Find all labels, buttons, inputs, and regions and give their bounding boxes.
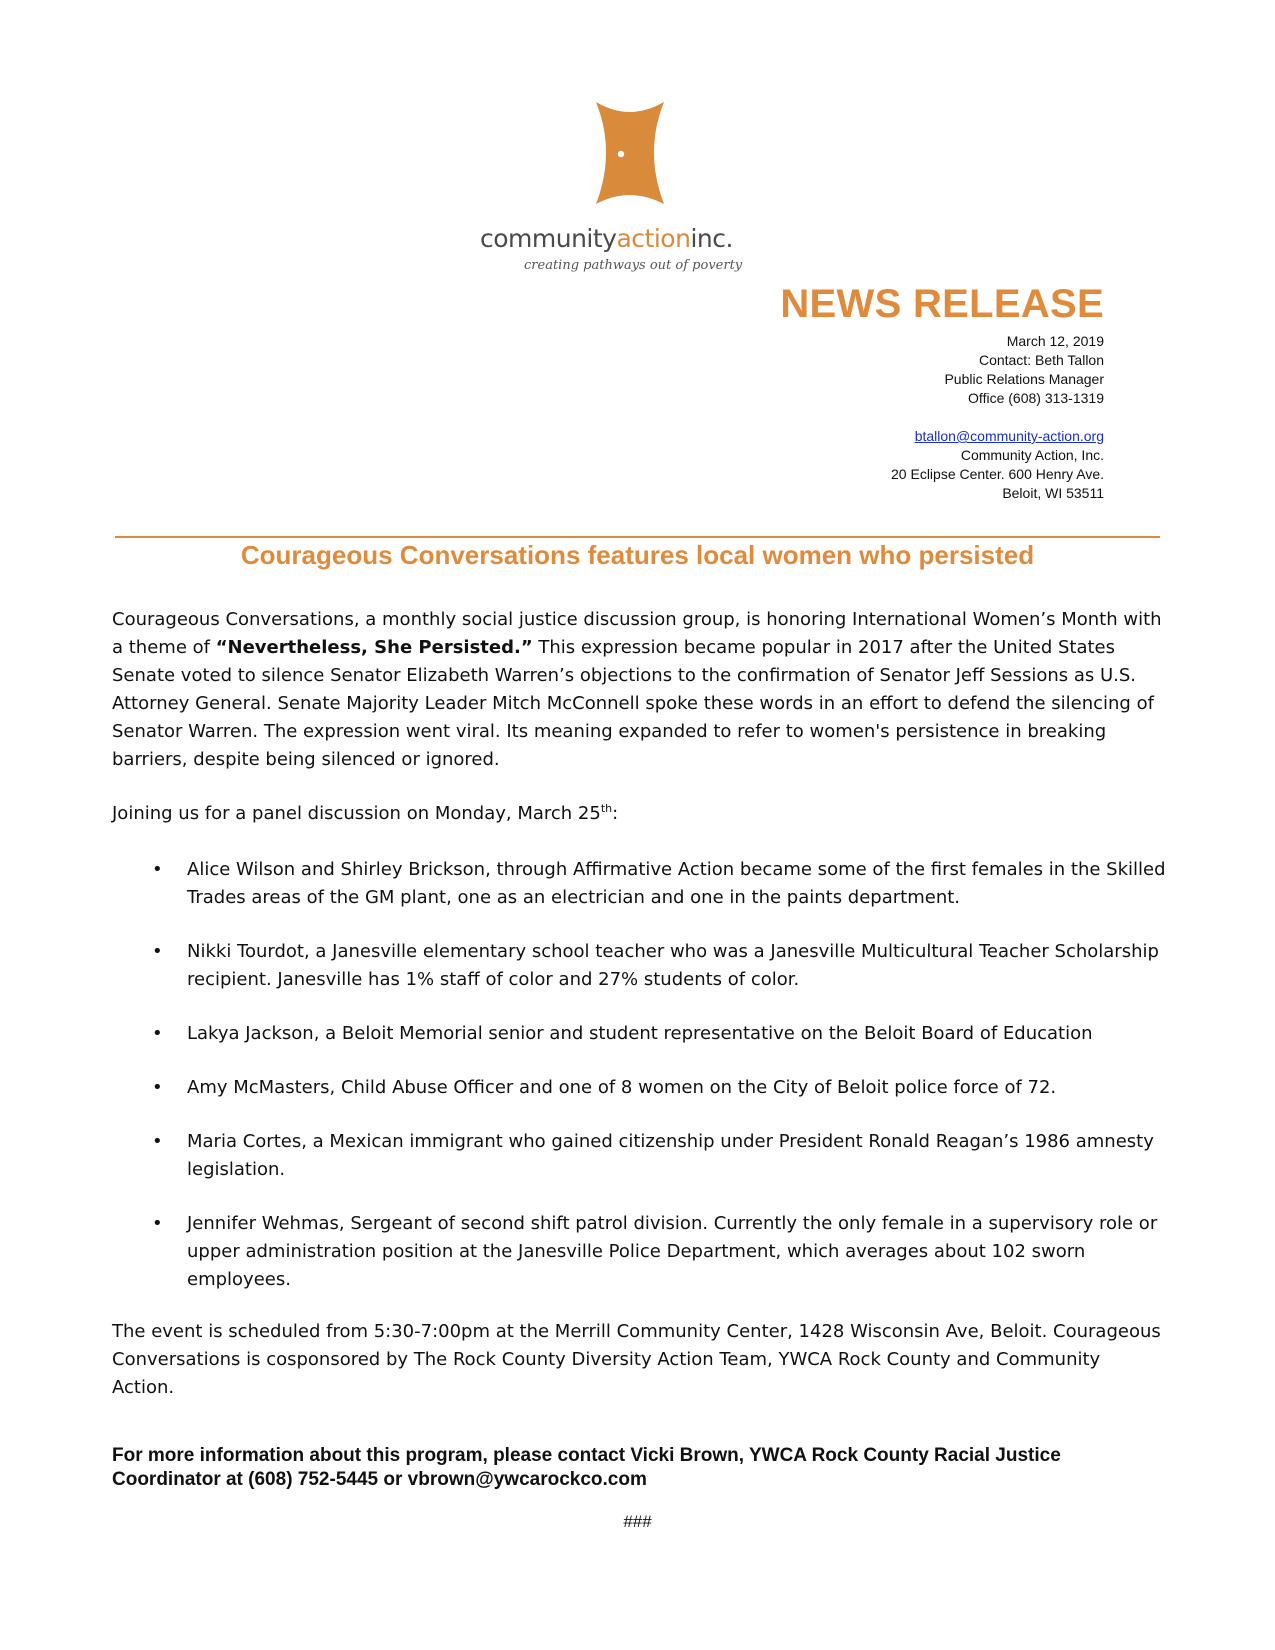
list-item bbox=[112, 938, 1172, 994]
community-action-door-icon bbox=[590, 100, 670, 210]
bullet-icon: • bbox=[152, 1077, 163, 1098]
org-name: Community Action, Inc. bbox=[960, 447, 1104, 463]
list-item bbox=[112, 1128, 1172, 1184]
logo bbox=[480, 100, 780, 273]
contact-block bbox=[891, 332, 1104, 503]
panelist-text: Jennifer Wehmas, Sergeant of second shift patrol division. Currently the only female in a supervisory role or upper administration position at the Janesville Police Department, which averages about 102 sworn employees. bbox=[187, 1213, 1158, 1290]
logo-wordmark bbox=[480, 224, 780, 253]
bullet-icon: • bbox=[152, 1213, 163, 1234]
list-item bbox=[112, 1210, 1172, 1294]
bullet-icon: • bbox=[152, 941, 163, 962]
panelist-text: Alice Wilson and Shirley Brickson, through Affirmative Action became some of the first females in the Skilled Trades areas of the GM plant, one as an electrician and one in the paints department. bbox=[187, 859, 1166, 908]
contact-gap bbox=[891, 408, 1104, 427]
intro-theme: “Nevertheless, She Persisted.” bbox=[215, 637, 533, 658]
list-item bbox=[112, 1074, 1172, 1102]
list-item bbox=[112, 856, 1172, 912]
event-paragraph: The event is scheduled from 5:30-7:00pm at the Merrill Community Center, 1428 Wisconsin Ave, Beloit. Courageous Conversations is cosponsored by The Rock County Diversity Action Team, YWCA Rock County and Community Action. bbox=[112, 1321, 1161, 1398]
intro-part2: This expression became popular in 2017 after the United States Senate voted to silence Senator Elizabeth Warren’s objections to the confirmation of Senator Jeff Sessions as U.S. Attorney General. Senate Majority Leader Mitch McConnell spoke these words in an effort to defend the silencing of Senator Warren. The expression went viral. Its meaning expanded to refer to women's persistence in breaking barriers, despite being silenced or ignored. bbox=[112, 637, 1154, 770]
intro-part1: Courageous Conversations, a monthly social justice discussion group, is honoring International Women’s Month with a theme of bbox=[112, 609, 1162, 658]
header-divider bbox=[115, 536, 1160, 538]
list-item bbox=[112, 1020, 1172, 1048]
bullet-icon: • bbox=[152, 1023, 163, 1044]
org-address-line2: Beloit, WI 53511 bbox=[1002, 485, 1104, 501]
panel-intro-ordinal: th bbox=[600, 802, 613, 815]
contact-role: Public Relations Manager bbox=[944, 371, 1104, 387]
panelist-text: Amy McMasters, Child Abuse Officer and one of 8 women on the City of Beloit police force of 72. bbox=[187, 1077, 1057, 1098]
org-address-line1: 20 Eclipse Center. 600 Henry Ave. bbox=[891, 466, 1104, 482]
logo-word-community: community bbox=[480, 224, 617, 253]
bullet-icon: • bbox=[152, 859, 163, 880]
headline: Courageous Conversations features local women who persisted bbox=[240, 540, 1035, 570]
panel-intro-suffix: : bbox=[612, 803, 619, 824]
contact-name: Contact: Beth Tallon bbox=[978, 352, 1104, 368]
news-release-title: NEWS RELEASE bbox=[780, 282, 1104, 326]
panelist-text: Maria Cortes, a Mexican immigrant who gained citizenship under President Ronald Reagan’s 1986 amnesty legislation. bbox=[187, 1131, 1154, 1180]
bullet-icon: • bbox=[152, 1131, 163, 1152]
panel-intro bbox=[112, 800, 1162, 828]
logo-word-action: action bbox=[616, 224, 691, 253]
contact-email-link[interactable]: btallon@community-action.org bbox=[914, 428, 1104, 444]
more-info: For more information about this program, please contact Vicki Brown, YWCA Rock County Racial Justice Coordinator at (608) 752-5445 or vbrown@ywcarockco.com bbox=[112, 1445, 1061, 1490]
end-mark: ### bbox=[623, 1512, 652, 1531]
panelist-text: Lakya Jackson, a Beloit Memorial senior and student representative on the Beloit Board of Education bbox=[187, 1023, 1093, 1044]
intro-paragraph bbox=[112, 606, 1162, 774]
logo-word-inc: inc. bbox=[690, 224, 733, 253]
panel-intro-text: Joining us for a panel discussion on Monday, March 25 bbox=[112, 803, 601, 824]
panelist-list bbox=[112, 856, 1172, 1294]
release-date: March 12, 2019 bbox=[1006, 333, 1104, 349]
panelist-text: Nikki Tourdot, a Janesville elementary school teacher who was a Janesville Multicultural Teacher Scholarship recipient. Janesville has 1% staff of color and 27% students of color. bbox=[187, 941, 1159, 990]
logo-tagline: creating pathways out of poverty bbox=[524, 258, 743, 273]
contact-phone: Office (608) 313-1319 bbox=[968, 390, 1104, 406]
